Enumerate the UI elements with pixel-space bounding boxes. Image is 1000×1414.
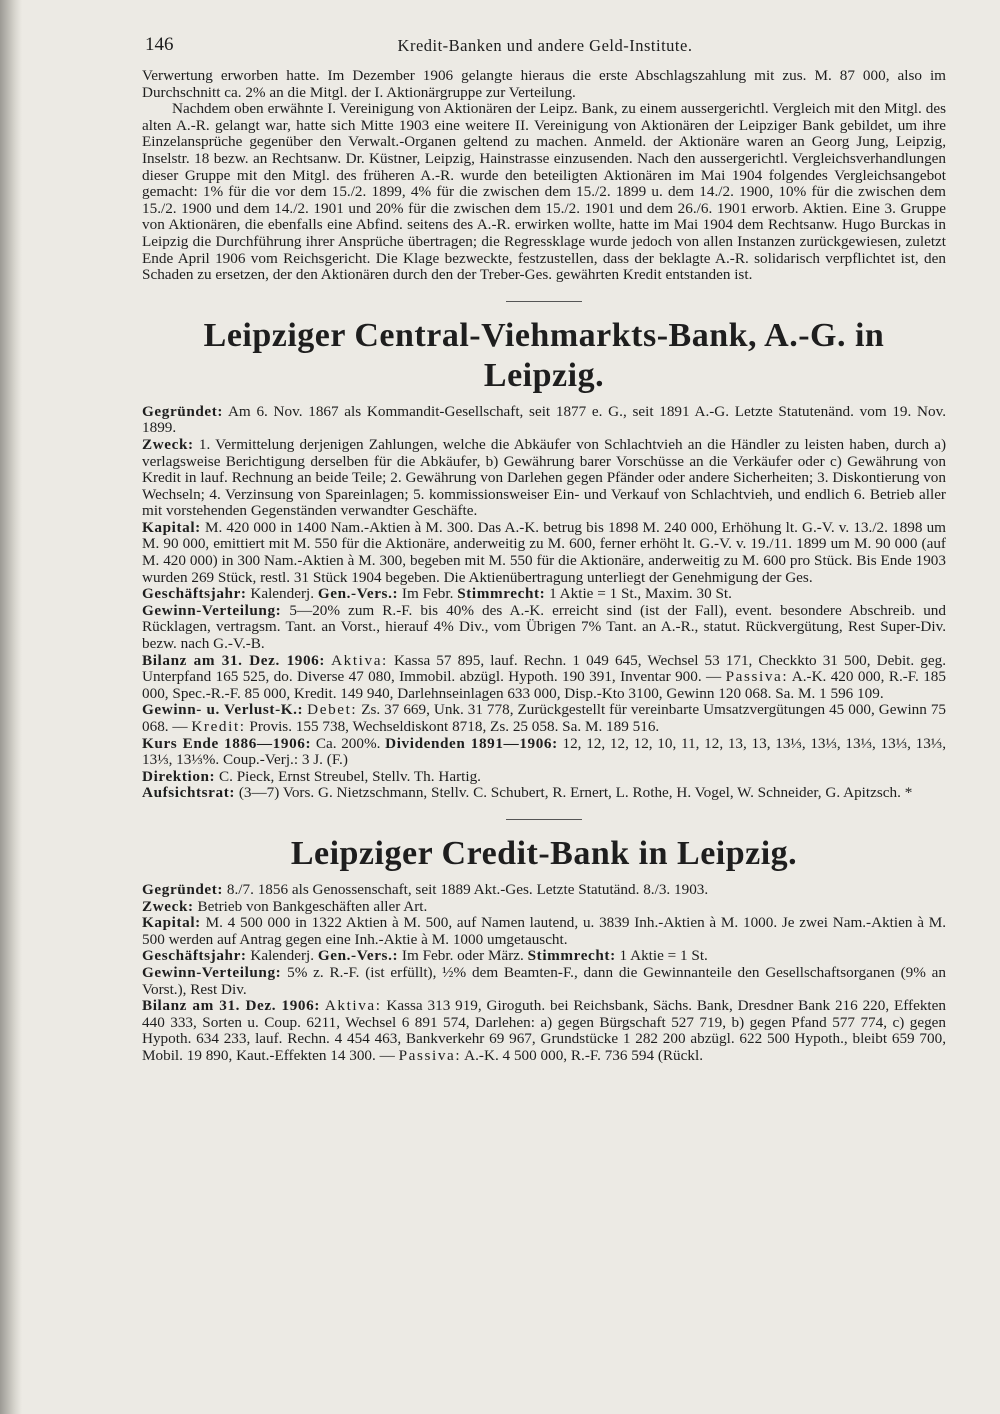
- text-stimmrecht: 1 Aktie = 1 St., Maxim. 30 St.: [549, 585, 732, 603]
- label-debet: Debet:: [307, 701, 358, 719]
- running-head: Kredit-Banken und andere Geld-Institute.: [397, 36, 693, 55]
- section-divider: [506, 301, 582, 302]
- text-gewinnverteilung: 5% z. R.-F. (ist erfüllt), ½% dem Beamten-F., dann die Gewinnanteile den Gesellschaftsorganen (9% an Vorst.), Rest Div.: [142, 963, 947, 998]
- entry-direktion: [142, 769, 946, 786]
- label-kurs: Kurs Ende 1886—1906:: [142, 734, 312, 752]
- text-geschaeftsjahr: Kalenderj.: [250, 947, 315, 965]
- label-stimmrecht: Stimmrecht:: [457, 585, 546, 603]
- label-zweck: Zweck:: [142, 435, 194, 453]
- label-kredit: Kredit:: [191, 718, 246, 735]
- section-title-central-viehmarkts-bank: Leipziger Central-Viehmarkts-Bank, A.-G. in Leipzig.: [203, 316, 885, 394]
- section-title-credit-bank: Leipziger Credit-Bank in Leipzig.: [290, 834, 798, 872]
- label-genvers: Gen.-Vers.:: [317, 585, 399, 603]
- label-passiva: Passiva:: [725, 668, 789, 686]
- entry-kapital: [142, 520, 946, 586]
- label-gewinnverteilung: Gewinn-Verteilung:: [142, 601, 282, 619]
- label-direktion: Direktion:: [142, 767, 216, 785]
- entry-gewinn-verlust: [142, 702, 946, 735]
- entry-zweck: [142, 899, 946, 916]
- text-kurs: Ca. 200%.: [315, 734, 381, 752]
- page-gutter-shadow: [0, 0, 22, 1414]
- label-gewinnverteilung: Gewinn-Verteilung:: [142, 963, 282, 981]
- text-aufsichtsrat: (3—7) Vors. G. Nietzschmann, Stellv. C. Schubert, R. Ernert, L. Rothe, H. Vogel, W. Schneider, G. Apitzsch. *: [238, 784, 913, 802]
- entry-geschaeftsjahr: [142, 948, 946, 965]
- text-zweck: 1. Vermittelung derjenigen Zahlungen, welche die Abkäufer von Schlachtvieh an die Händler zu leisten haben, durch a) verlagsweise Berichtigung derselben für die Abkäufer, b) Gewährung barer Vorschüsse an die Verkäufer oder c) Gewährung von Kredit in lauf. Rechnung an beide Teile; 2. Gewährung von Darlehen gegen Pfänder oder andere Sicherheiten; 3. Diskontierung von Wechseln; 4. Verzinsung von Spareinlagen; 5. kommissionsweiser Ein- und Verkauf von Schlachtvieh, und endlich 6. Betrieb aller mit vorstehenden Gegenständen verwandter Geschäfte.: [142, 435, 947, 520]
- label-bilanz: Bilanz am 31. Dez. 1906:: [142, 651, 325, 669]
- label-aktiva: Aktiva:: [331, 651, 388, 669]
- label-zweck: Zweck:: [142, 897, 194, 915]
- page-content: [142, 68, 946, 1065]
- label-kapital: Kapital:: [142, 518, 201, 536]
- label-aufsichtsrat: Aufsichtsrat:: [142, 784, 236, 802]
- text-gewinnverteilung: 5—20% zum R.-F. bis 40% des A.-K. erreicht sind (ist der Fall), event. besondere Abschreib. und Rücklagen, vertragsm. Tant. an Vorst., hierauf 4% Div., vom Übrigen 7% Tant. an A.-R., statut. Rückvergütung, Rest Super-Div. bezw. nach G.-V.-B.: [142, 601, 946, 653]
- text-stimmrecht: 1 Aktie = 1 St.: [619, 947, 708, 965]
- intro-paragraph-1: Verwertung erworben hatte. Im Dezember 1906 gelangte hieraus die erste Abschlagszahlung mit zus. M. 87 000, also im Durchschnitt ca. 2% an die Mitgl. der I. Aktionärgruppe zur Verteilung.: [142, 67, 946, 101]
- label-kapital: Kapital:: [142, 914, 201, 932]
- text-kredit: Provis. 155 738, Wechseldiskont 8718, Zs. 25 058. Sa. M. 189 516.: [249, 718, 660, 735]
- text-aktiva: Kassa 57 895, lauf. Rechn. 1 049 645, Wechsel 53 171, Checkkto 31 500, Debit. geg. Unterpfand 165 525, do. Diverse 47 080, Immobil. abzügl. Hypoth. 190 391, Inventar 900. —: [142, 651, 946, 686]
- text-dividenden: 12, 12, 12, 12, 10, 11, 12, 13, 13, 13⅓, 13⅓, 13⅓, 13⅓, 13⅓, 13⅓, 13⅓%. Coup.-Verj.: 3 J. (F.): [142, 734, 946, 769]
- section-divider: [506, 819, 582, 820]
- label-gegruendet: Gegründet:: [142, 880, 224, 898]
- text-kapital: M. 4 500 000 in 1322 Aktien à M. 500, auf Namen lautend, u. 3839 Inh.-Aktien à M. 1000. Je zwei Nam.-Aktien à M. 500 werden auf Antrag gegen eine Inh.-Aktie à M. 1000 umgetauscht.: [142, 914, 947, 948]
- entry-gewinnverteilung: [142, 603, 946, 653]
- text-genvers: Im Febr.: [401, 585, 454, 603]
- entry-zweck: [142, 437, 946, 520]
- text-passiva: A.-K. 420 000, R.-F. 185 000, Spec.-R.-F. 85 000, Kredit. 149 940, Darlehnseinlagen 633 000, Disp.-Kto 3100, Gewinn 120 068. Sa. M. 1 596 109.: [142, 668, 946, 702]
- label-dividenden: Dividenden 1891—1906:: [385, 734, 558, 752]
- entry-aufsichtsrat: [142, 785, 946, 802]
- label-geschaeftsjahr: Geschäftsjahr:: [142, 585, 247, 603]
- entry-geschaeftsjahr: [142, 586, 946, 603]
- label-aktiva: Aktiva:: [324, 997, 382, 1015]
- text-gegruendet: 8./7. 1856 als Genossenschaft, seit 1889 Akt.-Ges. Letzte Statutänd. 8./3. 1903.: [226, 880, 709, 898]
- entry-gewinnverteilung: [142, 965, 946, 998]
- text-gegruendet: Am 6. Nov. 1867 als Kommandit-Gesellschaft, seit 1877 e. G., seit 1891 A.-G. Letzte Statutenänd. vom 19. Nov. 1899.: [142, 402, 946, 437]
- page-number: 146: [145, 34, 174, 55]
- text-kapital: M. 420 000 in 1400 Nam.-Aktien à M. 300. Das A.-K. betrug bis 1898 M. 240 000, Erhöhung lt. G.-V. v. 13./2. 1898 um M. 90 000, emittiert mit M. 550 für die Aktionäre, anderweitig zu M. 600, ferner erhöht lt. G.-V. v. 19./11. 1899 um M. 90 000 (auf M. 420 000) in 300 Nam.-Aktien à M. 300, begeben mit M. 550 für die Aktionäre, anderweitig zu M. 600 pro Stück. Bis Ende 1903 wurden 269 Stück, restl. 31 Stück 1904 begeben. Die Aktienübertragung unterliegt der Genehmigung der Ges.: [142, 518, 946, 586]
- text-aktiva: Kassa 313 919, Giroguth. bei Reichsbank, Sächs. Bank, Dresdner Bank 216 220, Effekten 440 333, Sorten u. Coup. 6211, Wechsel 6 891 574, Darlehen: a) gegen Bürgschaft 527 719, b) gegen Pfand 577 774, c) gegen Hypoth. 634 233, lauf. Rechn. 4 454 463, Bankverkehr 69 967, Grundstücke 1 282 200 abzügl. 622 500 Hypoth., bleibt 659 700, Mobil. 19 890, Kaut.-Effekten 14 300. —: [142, 997, 946, 1064]
- text-passiva: A.-K. 4 500 000, R.-F. 736 594 (Rückl.: [464, 1046, 703, 1064]
- label-passiva: Passiva:: [398, 1046, 462, 1064]
- entry-kurs-dividenden: [142, 736, 946, 769]
- intro-paragraph-2: Nachdem oben erwähnte I. Vereinigung von Aktionären der Leipz. Bank, zu einem aussergerichtl. Vergleich mit den Mitgl. des alten A.-R. gelangt war, hatte sich Mitte 1903 eine weitere II. Vereinigung von Aktionären der Leipziger Bank gebildet, um ihre Einzelansprüche gegenüber den Verwalt.-Organen geltend zu machen. Anmeld. der Aktionäre waren an Georg Jung, Leipzig, Inselstr. 18 bezw. an Rechtsanw. Dr. Küstner, Leipzig, Hainstrasse einzusenden. Nach den aussergerichtl. Vergleichsverhandlungen dieser Gruppe mit den Mitgl. des früheren A.-R. wurde den beteiligten Aktionären im Mai 1904 folgendes Vergleichsangebot gemacht: 1% für die vor dem 15./2. 1899, 4% für die zwischen dem 15./2. 1899 u. dem 14./2. 1900, 10% für die zwischen dem 15./2. 1900 und dem 14./2. 1901 und 20% für die zwischen dem 15./2. 1901 und dem 26./6. 1901 erworb. Aktien. Eine 3. Gruppe von Aktionären, die ebenfalls eine Abfind. seitens des A.-R. erwirken wollte, hatte im Mai 1904 dem Rechtsanw. Hugo Burckas in Leipzig die Durchführung ihrer Ansprüche übertragen; die Regressklage wurde jedoch von allen Instanzen zurückgewiesen, zuletzt Ende April 1906 vom Reichsgericht. Die Klage bezweckte, festzustellen, dass der beklagte A.-R. solidarisch verpflichtet ist, den Schaden zu ersetzen, der den Aktionären durch den der Treber-Ges. gewährten Kredit entstanden ist.: [142, 100, 946, 284]
- entry-kapital: [142, 915, 946, 948]
- label-genvers: Gen.-Vers.:: [317, 947, 399, 965]
- text-direktion: C. Pieck, Ernst Streubel, Stellv. Th. Hartig.: [219, 767, 481, 785]
- text-debet: Zs. 37 669, Unk. 31 778, Zurückgestellt für vereinbarte Umsatzvergütungen 45 000, Gewinn 75 068. —: [142, 701, 947, 735]
- label-gegruendet: Gegründet:: [142, 402, 224, 420]
- entry-bilanz: [142, 653, 946, 703]
- text-genvers: Im Febr. oder März.: [401, 947, 524, 965]
- label-geschaeftsjahr: Geschäftsjahr:: [142, 947, 247, 965]
- text-geschaeftsjahr: Kalenderj.: [250, 585, 315, 603]
- text-zweck: Betrieb von Bankgeschäften aller Art.: [197, 897, 428, 915]
- label-bilanz: Bilanz am 31. Dez. 1906:: [142, 997, 320, 1015]
- entry-gegruendet: [142, 882, 946, 899]
- entry-bilanz: [142, 998, 946, 1064]
- entry-gegruendet: [142, 404, 946, 437]
- label-gewinn-verlust: Gewinn- u. Verlust-K.:: [142, 701, 304, 719]
- label-stimmrecht: Stimmrecht:: [527, 947, 616, 965]
- page-header: [145, 34, 945, 58]
